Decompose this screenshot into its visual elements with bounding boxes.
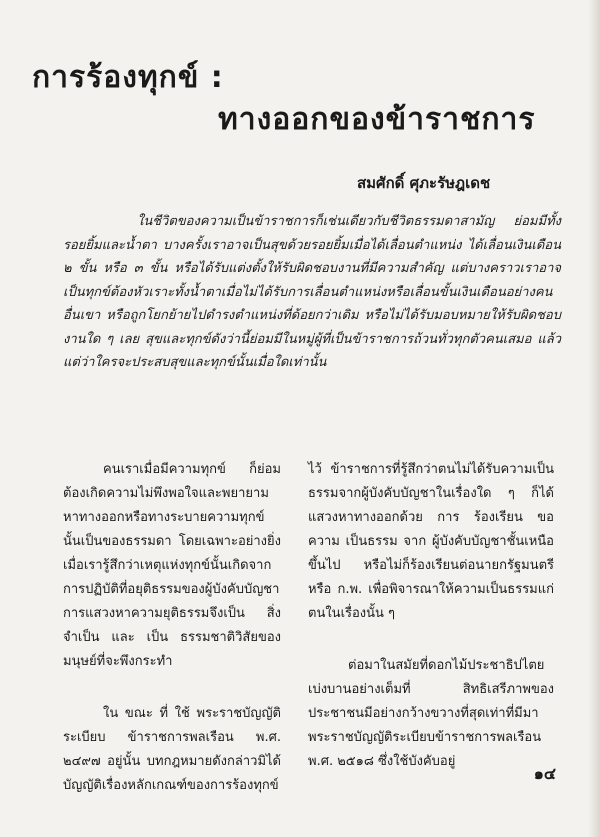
title-line-2: ทางออกของข้าราชการ (218, 102, 536, 137)
intro-paragraph (63, 210, 561, 375)
page-edge-shadow (588, 0, 600, 837)
page-number: ๑๔ (533, 764, 556, 783)
title-line-1: การร้องทุกข์ : (32, 60, 224, 95)
left-paragraph-1: คนเราเมื่อมีความทุกข์ ก็ย่อมต้องเกิดความไม่พึงพอใจและพยายามหาทางออกหรือทางระบายความทุกข์นั้นเป็นของธรรมดา โดยเฉพาะอย่างยิ่งเมื่อเรารู้สึกว่าเหตุแห่งทุกข์นั้นเกิดจากการปฏิบัติที่อยุติธรรมของผู้บังคับบัญชา การแสวงหาความยุติธรรมจึงเป็น สิ่งจำเป็น และ เป็น ธรรมชาติวิสัยของมนุษย์ที่จะพึงกระทำ (63, 462, 281, 669)
right-paragraph-1: ไว้ ข้าราชการที่รู้สึกว่าตนไม่ได้รับความเป็นธรรมจากผู้บังคับบัญชาในเรื่องใด ๆ ก็ได้แสวงหาทางออกด้วย การ ร้องเรียน ขอความ เป็นธรรม จาก ผู้บังคับบัญชาชั้นเหนือขึ้นไป หรือไม่ก็ร้องเรียนต่อนายกรัฐมนตรี หรือ ก.พ. เพื่อพิจารณาให้ความเป็นธรรมแก่ตนในเรื่องนั้น ๆ (308, 462, 554, 621)
right-paragraph-2: ต่อมาในสมัยที่ดอกไม้ประชาธิปไตยเบ่งบานอย่างเต็มที่ สิทธิเสรีภาพของประชาชนมีอย่างกว้างขวางที่สุดเท่าที่มีมา พระราชบัญญัติระเบียบข้าราชการพลเรือน พ.ศ. ๒๕๑๘ ซึ่งใช้บังคับอยู่ (308, 658, 554, 769)
left-paragraph-2: ใน ขณะ ที่ ใช้ พระราชบัญญัติ ระเบียบ ข้าราชการพลเรือน พ.ศ. ๒๔๙๗ อยู่นั้น บทกฎหมายดังกล่าวมิได้บัญญัติเรื่องหลักเกณฑ์ของการร้องทุกข์ (63, 706, 281, 793)
right-column (308, 458, 554, 774)
author-name: สมศักดิ์ ศุภะรัษฎเดช (357, 174, 491, 192)
intro-text: ในชีวิตของความเป็นข้าราชการก็เช่นเดียวกับชีวิตธรรมดาสามัญ ย่อมมีทั้งรอยยิ้มและน้ำตา บางครั้งเราอาจเป็นสุขด้วยรอยยิ้มเมื่อได้เลื่อนตำแหน่ง ได้เลื่อนเงินเดือน ๒ ขั้น หรือ ๓ ขั้น หรือได้รับแต่งตั้งให้รับผิดชอบงานที่มีความสำคัญ แต่บางคราวเราอาจเป็นทุกข์ต้องหัวเราะทั้งน้ำตาเมื่อไม่ได้รับการเลื่อนตำแหน่งหรือเลื่อนขั้นเงินเดือนอย่างคนอื่นเขา หรือถูกโยกย้ายไปดำรงตำแหน่งที่ด้อยกว่าเดิม หรือไม่ได้รับมอบหมายให้รับผิดชอบงานใด ๆ เลย สุขและทุกข์ดังว่านี้ย่อมมีในหมู่ผู้ที่เป็นข้าราชการถ้วนทั่วทุกตัวคนเสมอ แล้วแต่ว่าใครจะประสบสุขและทุกข์นั้นเมื่อใดเท่านั้น (63, 214, 561, 370)
left-column (63, 458, 281, 798)
